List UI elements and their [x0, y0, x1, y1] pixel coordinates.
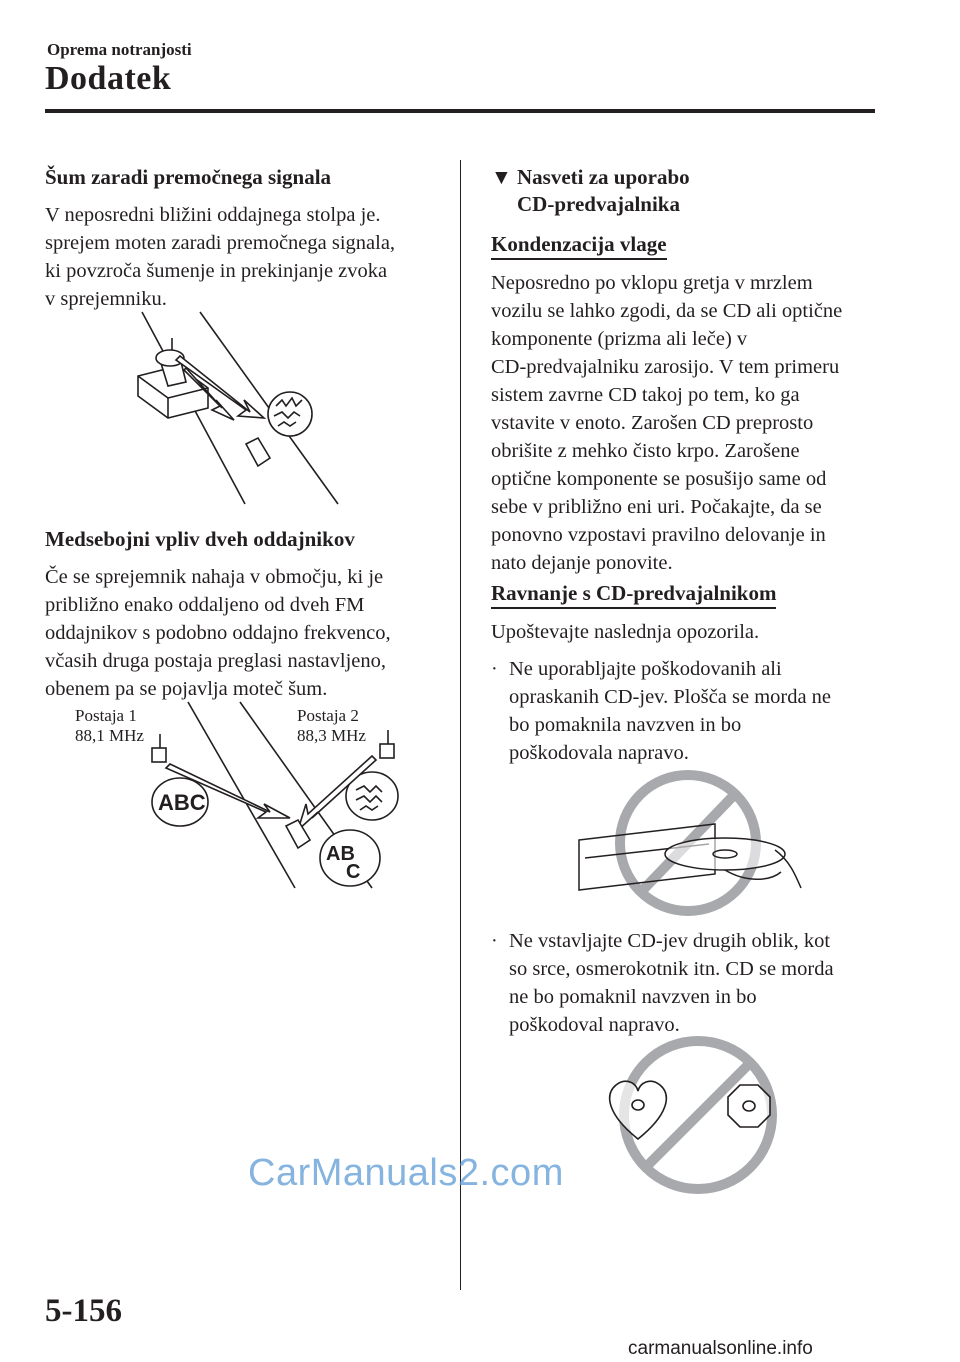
heading-strong-signal: Šum zaradi premočnega signala: [45, 165, 332, 189]
page-title: Dodatek: [45, 60, 172, 97]
footer-site-link[interactable]: carmanualsonline.info: [628, 1338, 813, 1359]
subheading-condensation: Kondenzacija vlage: [491, 232, 667, 257]
subheading-cd-handling: Ravnanje s CD-predvajalnikom: [491, 581, 776, 606]
station1-label: Postaja 1 88,1 MHz: [75, 706, 144, 745]
page-number: 5-156: [45, 1293, 122, 1329]
heading-two-transmitters: Medsebojni vpliv dveh oddajnikov: [45, 527, 355, 551]
paragraph-condensation: Neposredno po vklopu gretja v mrzlem vozilu se lahko zgodi, da se CD ali optične komponente (prizma ali leče) v CD-predvajalniku zarosijo. V tem primeru sistem zavrne CD takoj po tem, ko ga vstavite v enoto. Zarošen CD preprosto obrišite z mehko čisto krpo. Zarošene optične komponente se posušijo same od sebe v približno eni uri. Počakajte, da se ponovno vzpostavi pravilno delovanje in nato dejanje ponovite.: [491, 272, 843, 574]
bullet-icon: ·: [491, 658, 498, 680]
triangle-marker-icon: ▼: [491, 165, 512, 189]
paragraph-cd-handling: Upoštevajte naslednja opozorila.: [491, 621, 760, 643]
paragraph-two-transmitters: Če se sprejemnik nahaja v območju, ki je približno enako oddaljeno od dveh FM oddajnikov s podobno oddajno frekvenco, včasih druga postaja preglasi nastavljeno, obenem pa se pojavlja moteč šum.: [45, 566, 391, 700]
station2-label: Postaja 2 88,3 MHz: [297, 706, 366, 745]
watermark: CarManuals2.com: [248, 1152, 564, 1194]
column-divider: [460, 160, 461, 1290]
section-label: Oprema notranjosti: [47, 40, 192, 59]
two-transmitters-illustration: [140, 700, 420, 900]
header-rule: [45, 109, 875, 113]
no-damaged-cd-illustration: [575, 770, 805, 920]
svg-text:ABC: ABC: [158, 790, 206, 815]
bullet-icon: ·: [491, 930, 498, 952]
bullet-damaged-cd: · Ne uporabljajte poškodovanih ali opraskanih CD-jev. Plošča se morda ne bo pomaknila navzven in bo poškodovala napravo.: [491, 655, 881, 767]
bullet-shaped-cd: · Ne vstavljajte CD-jev drugih oblik, kot so srce, osmerokotnik itn. CD se morda ne bo pomaknil navzven in bo poškodoval napravo.: [491, 927, 881, 1039]
heading-cd-tips: ▼ Nasveti za uporabo CD-predvajalnika: [491, 165, 690, 216]
no-shaped-cd-illustration: [598, 1035, 798, 1195]
tower-interference-illustration: [130, 308, 350, 508]
svg-text:C: C: [346, 861, 361, 883]
paragraph-strong-signal: V neposredni bližini oddajnega stolpa je. sprejem moten zaradi premočnega signala, ki povzroča šumenje in prekinjanje zvoka v sprejemniku.: [45, 204, 396, 310]
svg-text:AB: AB: [326, 843, 355, 865]
